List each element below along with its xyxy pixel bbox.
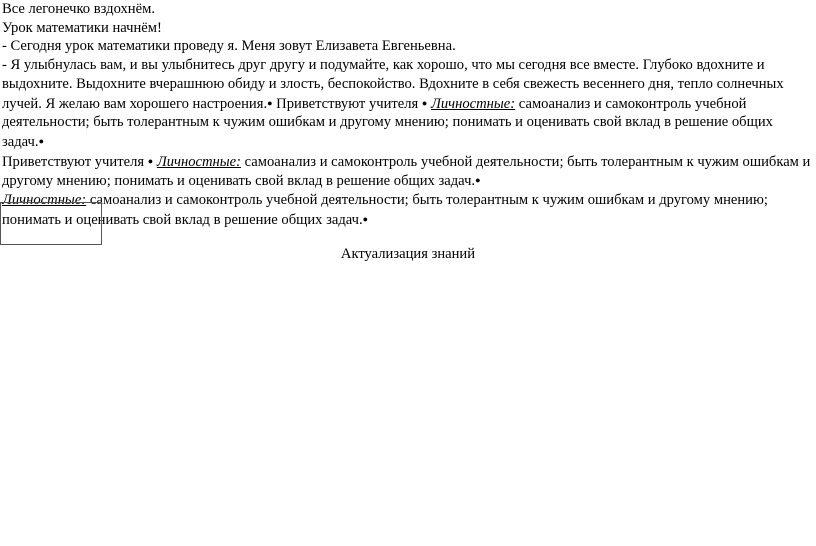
greet-text: Приветствуют учителя xyxy=(272,95,422,112)
section-heading: Актуализация знаний xyxy=(340,246,476,262)
bullet-icon: ● xyxy=(475,175,481,186)
bullet-icon: ● xyxy=(147,155,154,166)
bullet-icon: ● xyxy=(267,97,273,108)
greeting-text: - Я улыбнулась вам, и вы улыбнитесь друг другу и подумайте, как хорошо, что мы сегодня все вместе. Глубоко вдохните и выдохните. Выдохните вчерашнюю обиду и злость, беспокойство. Вдохните в себя свежесть весеннего дня, тепло солнечных лучей. Я желаю вам хорошего настроения. xyxy=(2,57,784,112)
personal-label: Личностные: xyxy=(2,192,87,209)
line-breath: Все легонечко вздохнём. xyxy=(2,1,155,17)
document-body xyxy=(2,0,814,229)
empty-frame xyxy=(0,202,102,245)
personal-text: самоанализ и самоконтроль учебной деятельности; быть толерантным к чужим ошибкам и другому мнению; понимать и оценивать свой вклад в решение общих задач. xyxy=(2,153,811,190)
paragraph-personal xyxy=(2,191,814,229)
personal-label: Личностные: xyxy=(156,153,241,170)
paragraph-greet-2 xyxy=(2,152,814,191)
personal-text: самоанализ и самоконтроль учебной деятельности; быть толерантным к чужим ошибкам и другому мнению; понимать и оценивать свой вклад в решение общих задач. xyxy=(2,192,768,228)
personal-text: самоанализ и самоконтроль учебной деятельности; быть толерантным к чужим ошибкам и другому мнению; понимать и оценивать свой вклад в решение общих задач. xyxy=(2,95,773,150)
personal-label: Личностные: xyxy=(430,95,516,112)
line-teacher-intro: - Сегодня урок математики проведу я. Меня зовут Елизавета Евгеньевна. xyxy=(2,38,456,55)
line-lesson-start: Урок математики начнём! xyxy=(2,19,162,36)
bullet-icon: ● xyxy=(421,97,428,108)
bullet-icon: ● xyxy=(362,213,369,224)
greet-text: Приветствуют учителя xyxy=(2,153,148,170)
paragraph-greeting xyxy=(2,56,814,152)
bullet-icon: ● xyxy=(38,135,44,146)
